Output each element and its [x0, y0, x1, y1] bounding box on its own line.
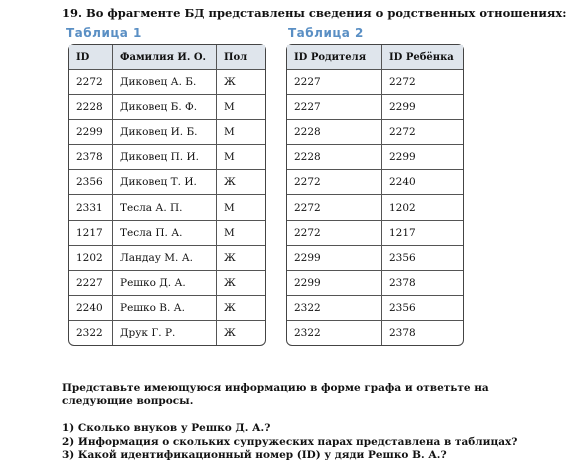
- table-cell: 2240: [382, 170, 463, 195]
- table2-caption: Таблица 2: [288, 26, 364, 40]
- table-row: [287, 170, 463, 195]
- table-cell: 2272: [382, 120, 463, 145]
- table-row: [287, 321, 463, 345]
- table-cell: 2299: [382, 145, 463, 170]
- table-row: [69, 321, 265, 345]
- table-cell: Диковец И. Б.: [113, 120, 217, 145]
- question-3: 3) Какой идентификационный номер (ID) у дяди Решко В. А.?: [62, 449, 447, 461]
- table-row: [69, 170, 265, 195]
- table-cell: 2299: [382, 95, 463, 120]
- table-cell: Ж: [224, 326, 236, 339]
- table-cell: Тесла А. П.: [113, 195, 217, 220]
- table-row: [69, 95, 265, 120]
- table-cell: 2331: [69, 195, 113, 220]
- table-cell: 2322: [287, 296, 382, 321]
- table-cell: М: [217, 145, 265, 170]
- table-cell: М: [217, 221, 265, 246]
- table-row: [69, 145, 265, 170]
- table-cell: Тесла П. А.: [113, 221, 217, 246]
- table-cell: 2378: [382, 271, 463, 296]
- table-row: [287, 95, 463, 120]
- table-cell: 2228: [69, 95, 113, 120]
- relations-table: [286, 44, 464, 346]
- table-cell: 2322: [69, 321, 113, 345]
- column-header: Пол: [217, 45, 265, 70]
- question-2: 2) Информация о скольких супружеских парах представлена в таблицах?: [62, 435, 518, 448]
- table-row: [69, 271, 265, 296]
- table-cell: 2272: [287, 195, 382, 220]
- table-cell: Ж: [217, 70, 265, 95]
- persons-table: [68, 44, 266, 346]
- table-cell: Решко В. А.: [113, 296, 217, 321]
- table-cell: 2299: [287, 246, 382, 271]
- table-cell: М: [217, 95, 265, 120]
- table-cell: Решко Д. А.: [113, 271, 217, 296]
- table-cell: Ж: [217, 271, 265, 296]
- table-row: [287, 120, 463, 145]
- table-cell: Диковец П. И.: [113, 145, 217, 170]
- table-cell: 2378: [69, 145, 113, 170]
- table-cell: Диковец Б. Ф.: [113, 95, 217, 120]
- table-cell: М: [217, 120, 265, 145]
- table-row: [287, 221, 463, 246]
- table-row: [287, 271, 463, 296]
- table-row: [287, 70, 463, 95]
- table-cell: 2227: [287, 95, 382, 120]
- task-title: 19. Во фрагменте БД представлены сведения о родственных отношениях:: [62, 6, 566, 20]
- table-cell: 2272: [382, 70, 463, 95]
- table-cell: М: [217, 195, 265, 220]
- table-cell: 2227: [69, 271, 113, 296]
- questions-list: [62, 422, 517, 463]
- table-cell: 2322: [287, 321, 382, 345]
- table-cell: 2240: [69, 296, 113, 321]
- table-row: [69, 246, 265, 271]
- table-cell: 2299: [287, 271, 382, 296]
- table-cell: Друк Г. Р.: [113, 321, 217, 345]
- table-cell: 2272: [287, 221, 382, 246]
- table-cell: 2356: [382, 246, 463, 271]
- table-cell: 2299: [69, 120, 113, 145]
- table-row: [287, 296, 463, 321]
- table-cell: 1217: [69, 221, 113, 246]
- table-row: [69, 70, 265, 95]
- table-cell: Ж: [217, 296, 265, 321]
- table-row: [69, 296, 265, 321]
- table-cell: 1202: [69, 246, 113, 271]
- instructions-text: Представьте имеющуюся информацию в форме графа и ответьте на следующие вопросы.: [62, 382, 489, 407]
- table-cell: 1217: [382, 221, 463, 246]
- table-cell: 2228: [287, 120, 382, 145]
- table-cell: 2356: [69, 170, 113, 195]
- table-cell: Ландау М. А.: [113, 246, 217, 271]
- table-cell: Диковец А. Б.: [113, 70, 217, 95]
- question-1: 1) Сколько внуков у Решко Д. А.?: [62, 422, 271, 434]
- table-cell: 2227: [287, 70, 382, 95]
- table-cell: 2272: [69, 70, 113, 95]
- column-header: Фамилия И. О.: [113, 45, 217, 70]
- table-cell: 2228: [287, 145, 382, 170]
- table-row: [69, 120, 265, 145]
- table-cell: 2356: [382, 296, 463, 321]
- column-header: ID Ребёнка: [382, 45, 463, 70]
- table-cell: 1202: [382, 195, 463, 220]
- table-header-row: [69, 45, 265, 70]
- table-cell: 2272: [287, 170, 382, 195]
- table-cell: 2378: [389, 326, 416, 339]
- column-header: ID: [69, 45, 113, 70]
- table-row: [287, 195, 463, 220]
- table-cell: Ж: [217, 246, 265, 271]
- table-header-row: [287, 45, 463, 70]
- table-row: [287, 246, 463, 271]
- table-row: [69, 221, 265, 246]
- table-cell: Ж: [217, 170, 265, 195]
- table-row: [287, 145, 463, 170]
- table1-caption: Таблица 1: [66, 26, 142, 40]
- column-header: ID Родителя: [287, 45, 382, 70]
- table-cell: Диковец Т. И.: [113, 170, 217, 195]
- table-row: [69, 195, 265, 220]
